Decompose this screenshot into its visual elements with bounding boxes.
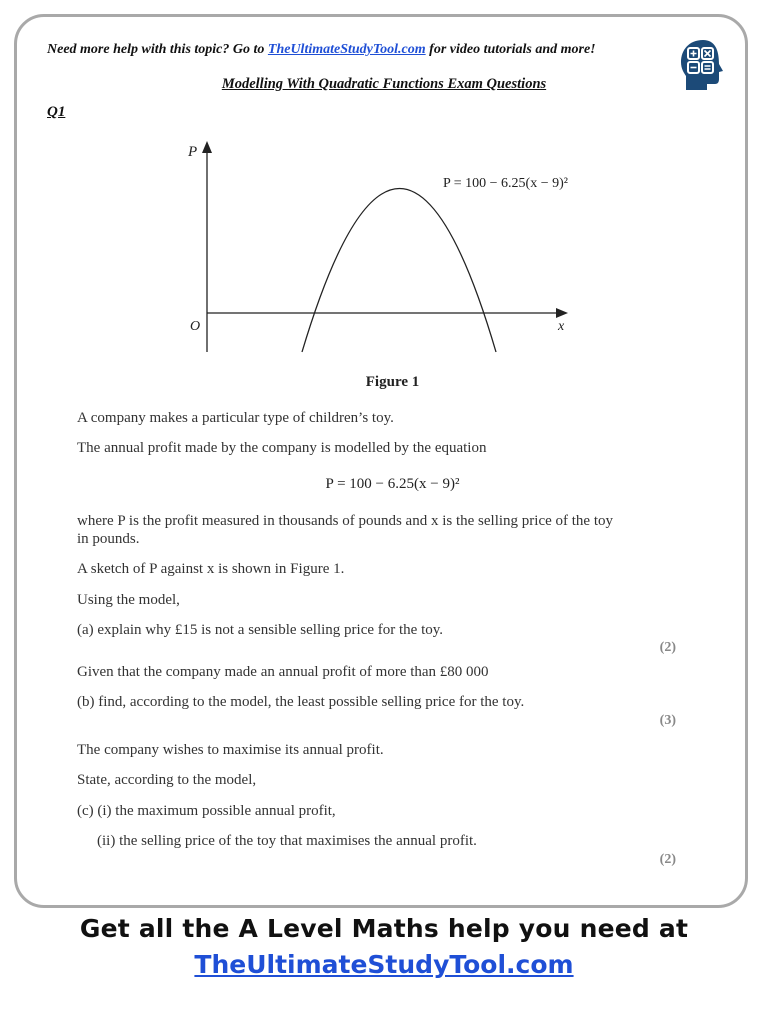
body-line-8: State, according to the model,	[77, 772, 257, 788]
part-c-i: (c) (i) the maximum possible annual profit,	[77, 803, 336, 819]
banner-prefix: Need more help with this topic? Go to	[47, 42, 268, 57]
body-line-2: The annual profit made by the company is modelled by the equation	[77, 440, 487, 456]
body-line-7: The company wishes to maximise its annual profit.	[77, 742, 384, 758]
page-title: Modelling With Quadratic Functions Exam Questions	[221, 76, 547, 92]
x-axis-arrow-icon	[556, 308, 568, 318]
figure-caption: Figure 1	[365, 374, 420, 390]
curve-equation-label: P = 100 − 6.25(x − 9)²	[443, 176, 568, 191]
origin-label: O	[190, 319, 201, 334]
footer-link[interactable]: TheUltimateStudyTool.com	[194, 950, 574, 979]
parabola-curve	[302, 189, 496, 353]
body-line-1: A company makes a particular type of children’s toy.	[77, 410, 394, 426]
body-line-6: Given that the company made an annual profit of more than £80 000	[77, 664, 489, 680]
y-axis-label: P	[188, 144, 198, 160]
mark-c: (2)	[659, 852, 676, 867]
mark-b: (3)	[659, 713, 676, 728]
body-line-3: where P is the profit measured in thousands of pounds and x is the selling price of the toy	[77, 513, 614, 529]
part-b: (b) find, according to the model, the least possible selling price for the toy.	[77, 694, 525, 710]
part-c-ii: (ii) the selling price of the toy that maximises the annual profit.	[97, 833, 477, 849]
part-a: (a) explain why £15 is not a sensible selling price for the toy.	[77, 622, 444, 638]
model-equation: P = 100 − 6.25(x − 9)²	[325, 476, 460, 492]
mark-a: (2)	[659, 640, 676, 655]
body-line-5: Using the model,	[77, 592, 180, 608]
figure-1-sketch	[0, 0, 768, 380]
body-line-3b: in pounds.	[77, 531, 140, 547]
banner-link[interactable]: TheUltimateStudyTool.com	[267, 42, 426, 57]
x-axis-label: x	[558, 319, 565, 334]
y-axis-arrow-icon	[202, 141, 212, 153]
banner-suffix: for video tutorials and more!	[425, 42, 596, 57]
body-line-4: A sketch of P against x is shown in Figure 1.	[77, 561, 345, 577]
question-number: Q1	[47, 104, 66, 120]
footer-tagline: Get all the A Level Maths help you need at	[79, 914, 689, 943]
